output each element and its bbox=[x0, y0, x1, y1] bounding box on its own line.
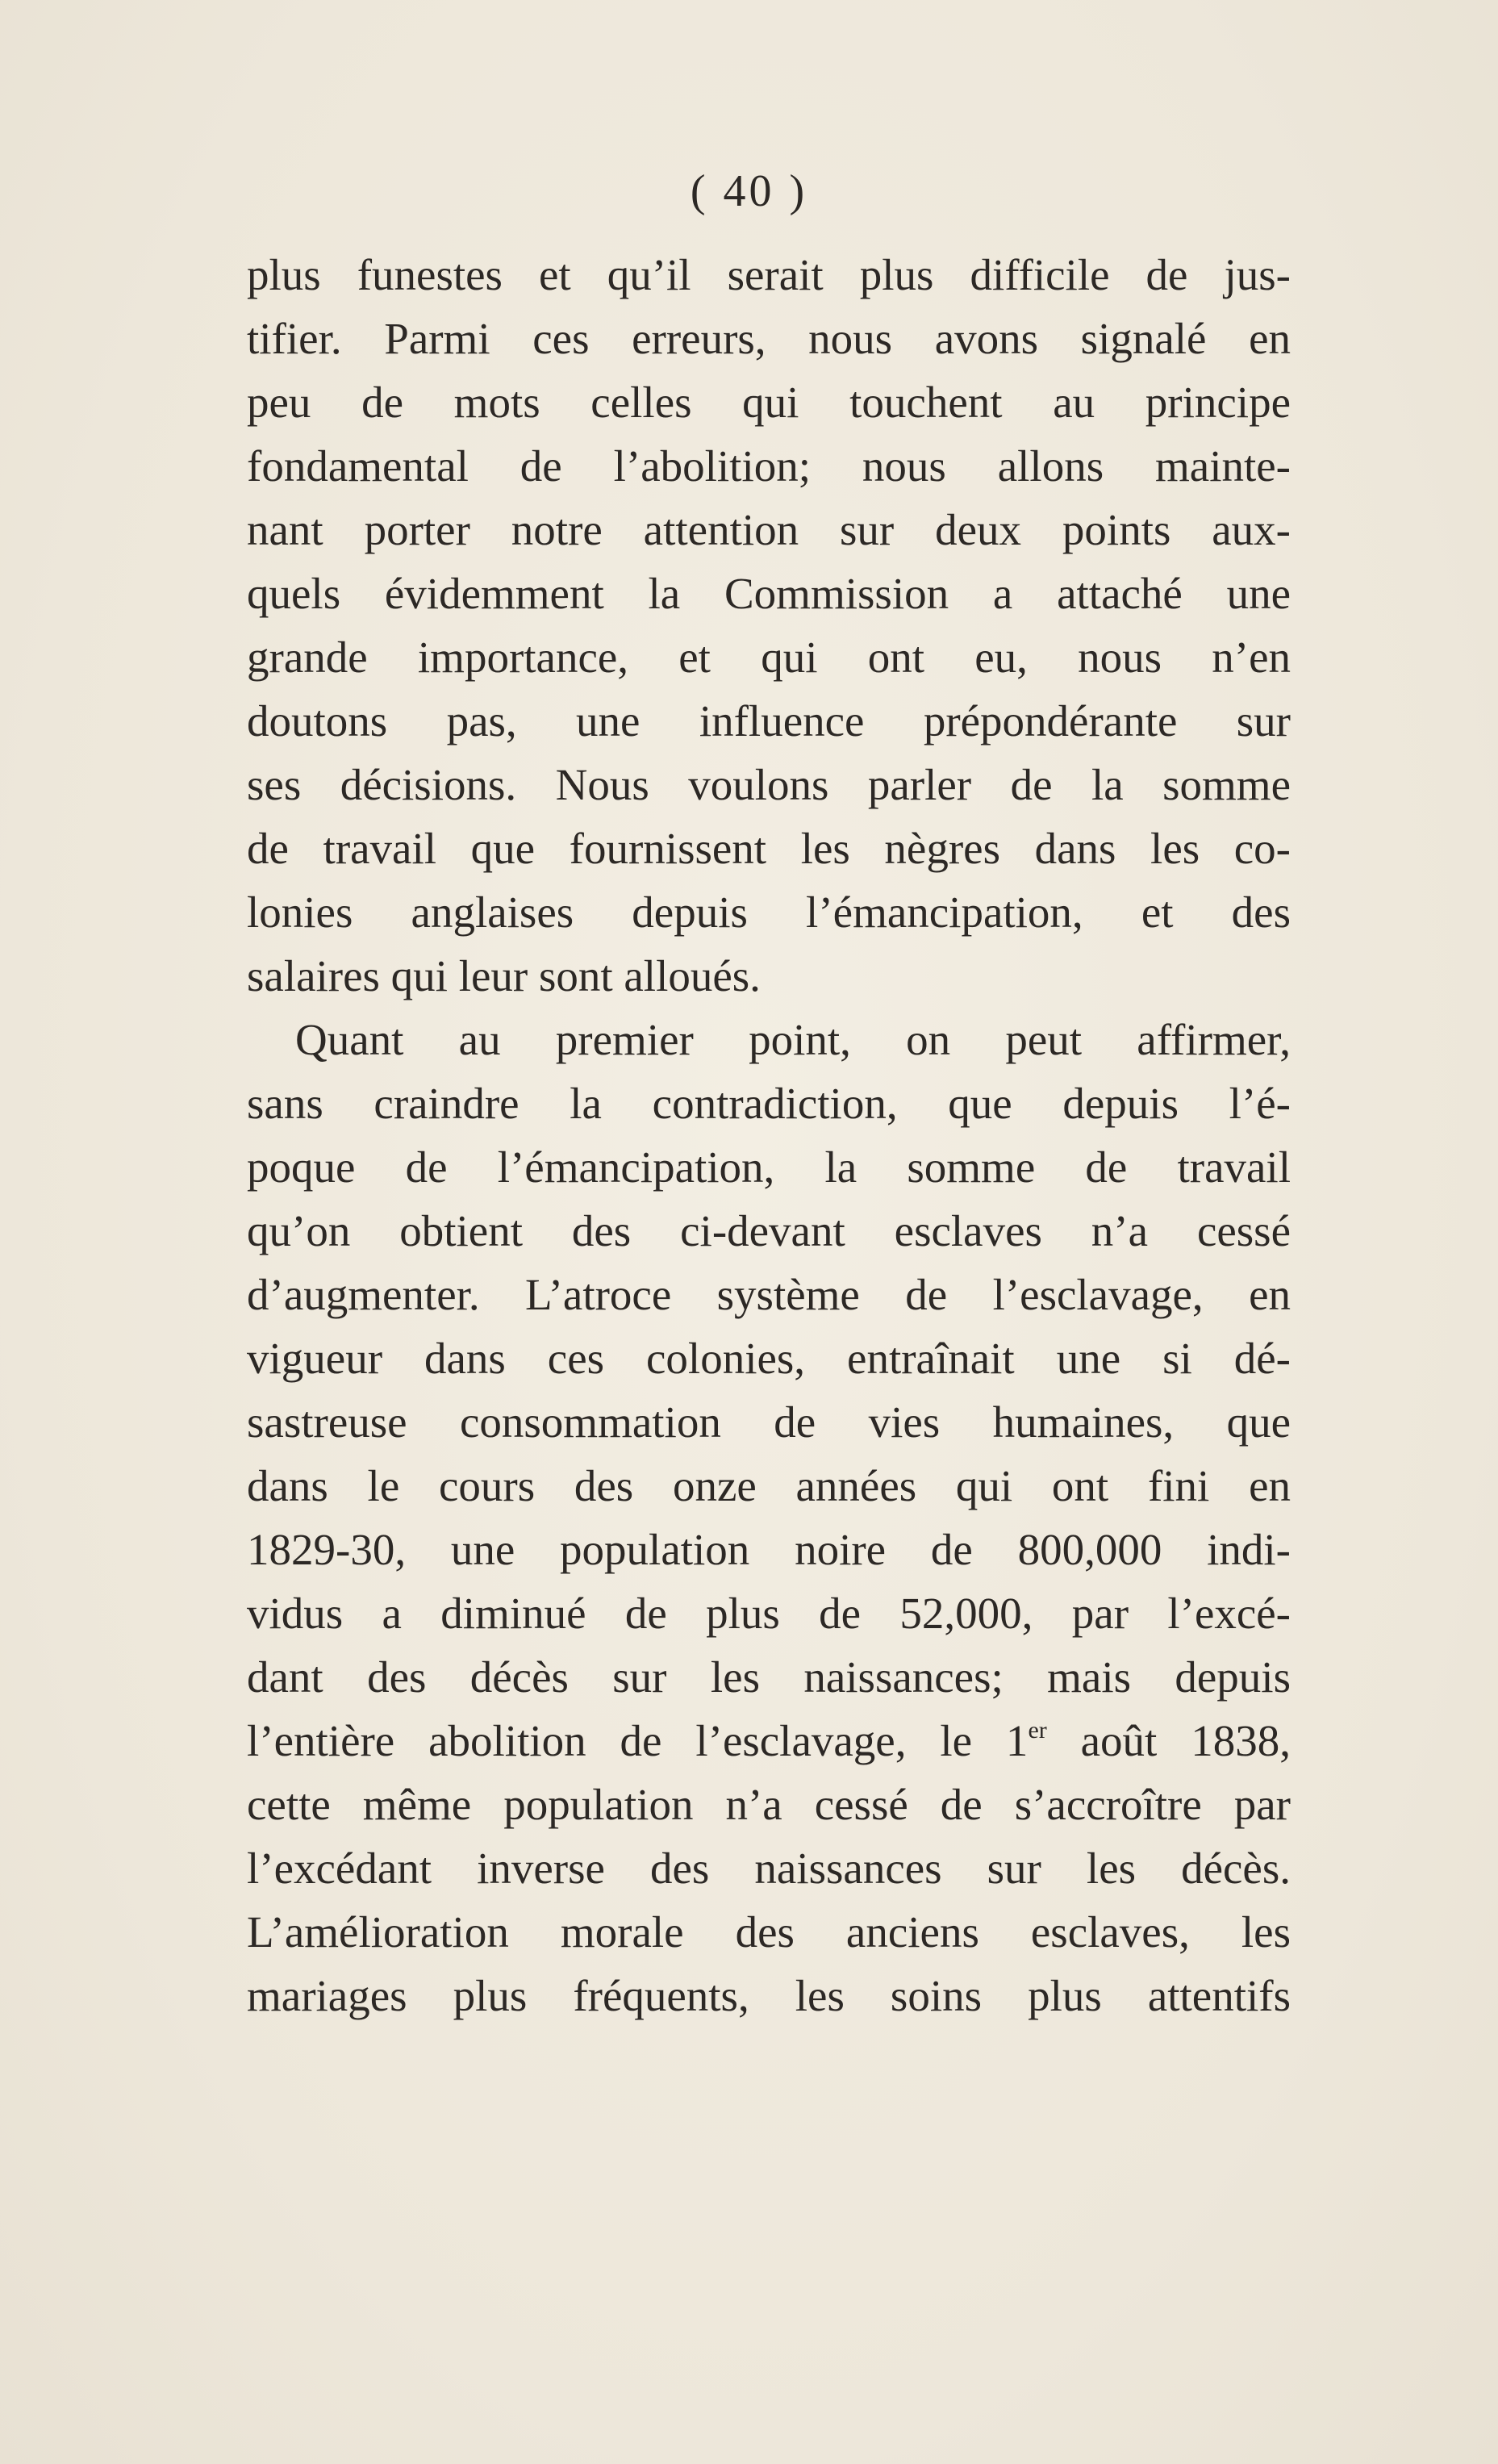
text-line: l’excédant inverse des naissances sur les décès. bbox=[247, 1844, 1291, 1893]
text-line-start: l’entière abolition de l’esclavage, le 1 bbox=[247, 1716, 1029, 1765]
text-line: 1829-30, une population noire de 800,000 indi- bbox=[247, 1525, 1291, 1574]
text-line bbox=[247, 1709, 1291, 1773]
text-line: de travail que fournissent les nègres dans les co- bbox=[247, 824, 1291, 873]
page-number: ( 40 ) bbox=[690, 166, 808, 216]
body-text bbox=[247, 243, 1291, 2028]
text-line: doutons pas, une influence prépondérante sur bbox=[247, 696, 1291, 745]
superscript-er: er bbox=[1028, 1717, 1047, 1744]
text-line: sastreuse consommation de vies humaines, que bbox=[247, 1397, 1291, 1447]
text-line: vigueur dans ces colonies, entraînait une si dé- bbox=[247, 1334, 1291, 1383]
text-line: lonies anglaises depuis l’émancipation, et des bbox=[247, 887, 1291, 937]
text-line: plus funestes et qu’il serait plus difficile de jus- bbox=[247, 250, 1291, 299]
text-line: dans le cours des onze années qui ont fini en bbox=[247, 1461, 1291, 1510]
text-line: sans craindre la contradiction, que depuis l’é- bbox=[247, 1079, 1291, 1128]
text-line: mariages plus fréquents, les soins plus attentifs bbox=[247, 1971, 1291, 2020]
text-line: dant des décès sur les naissances; mais depuis bbox=[247, 1652, 1291, 1702]
text-line: ses décisions. Nous voulons parler de la somme bbox=[247, 760, 1291, 809]
text-line: qu’on obtient des ci-devant esclaves n’a cessé bbox=[247, 1206, 1291, 1255]
text-line: grande importance, et qui ont eu, nous n’en bbox=[247, 633, 1291, 682]
text-line: L’amélioration morale des anciens esclaves, les bbox=[247, 1907, 1291, 1957]
text-line: quels évidemment la Commission a attaché une bbox=[247, 569, 1291, 618]
text-line: fondamental de l’abolition; nous allons mainte- bbox=[247, 441, 1291, 491]
text-line: d’augmenter. L’atroce système de l’esclavage, en bbox=[247, 1270, 1291, 1319]
text-line: vidus a diminué de plus de 52,000, par l’excé- bbox=[247, 1589, 1291, 1638]
text-line: Quant au premier point, on peut affirmer, bbox=[295, 1015, 1291, 1064]
text-line: salaires qui leur sont alloués. bbox=[247, 951, 761, 1000]
text-line: poque de l’émancipation, la somme de travail bbox=[247, 1142, 1291, 1192]
text-line: cette même population n’a cessé de s’accroître par bbox=[247, 1780, 1291, 1829]
text-line: nant porter notre attention sur deux points aux- bbox=[247, 505, 1291, 554]
text-line: tifier. Parmi ces erreurs, nous avons signalé en bbox=[247, 314, 1291, 363]
text-line: peu de mots celles qui touchent au principe bbox=[247, 378, 1291, 427]
text-line-end: août 1838, bbox=[1046, 1716, 1291, 1765]
